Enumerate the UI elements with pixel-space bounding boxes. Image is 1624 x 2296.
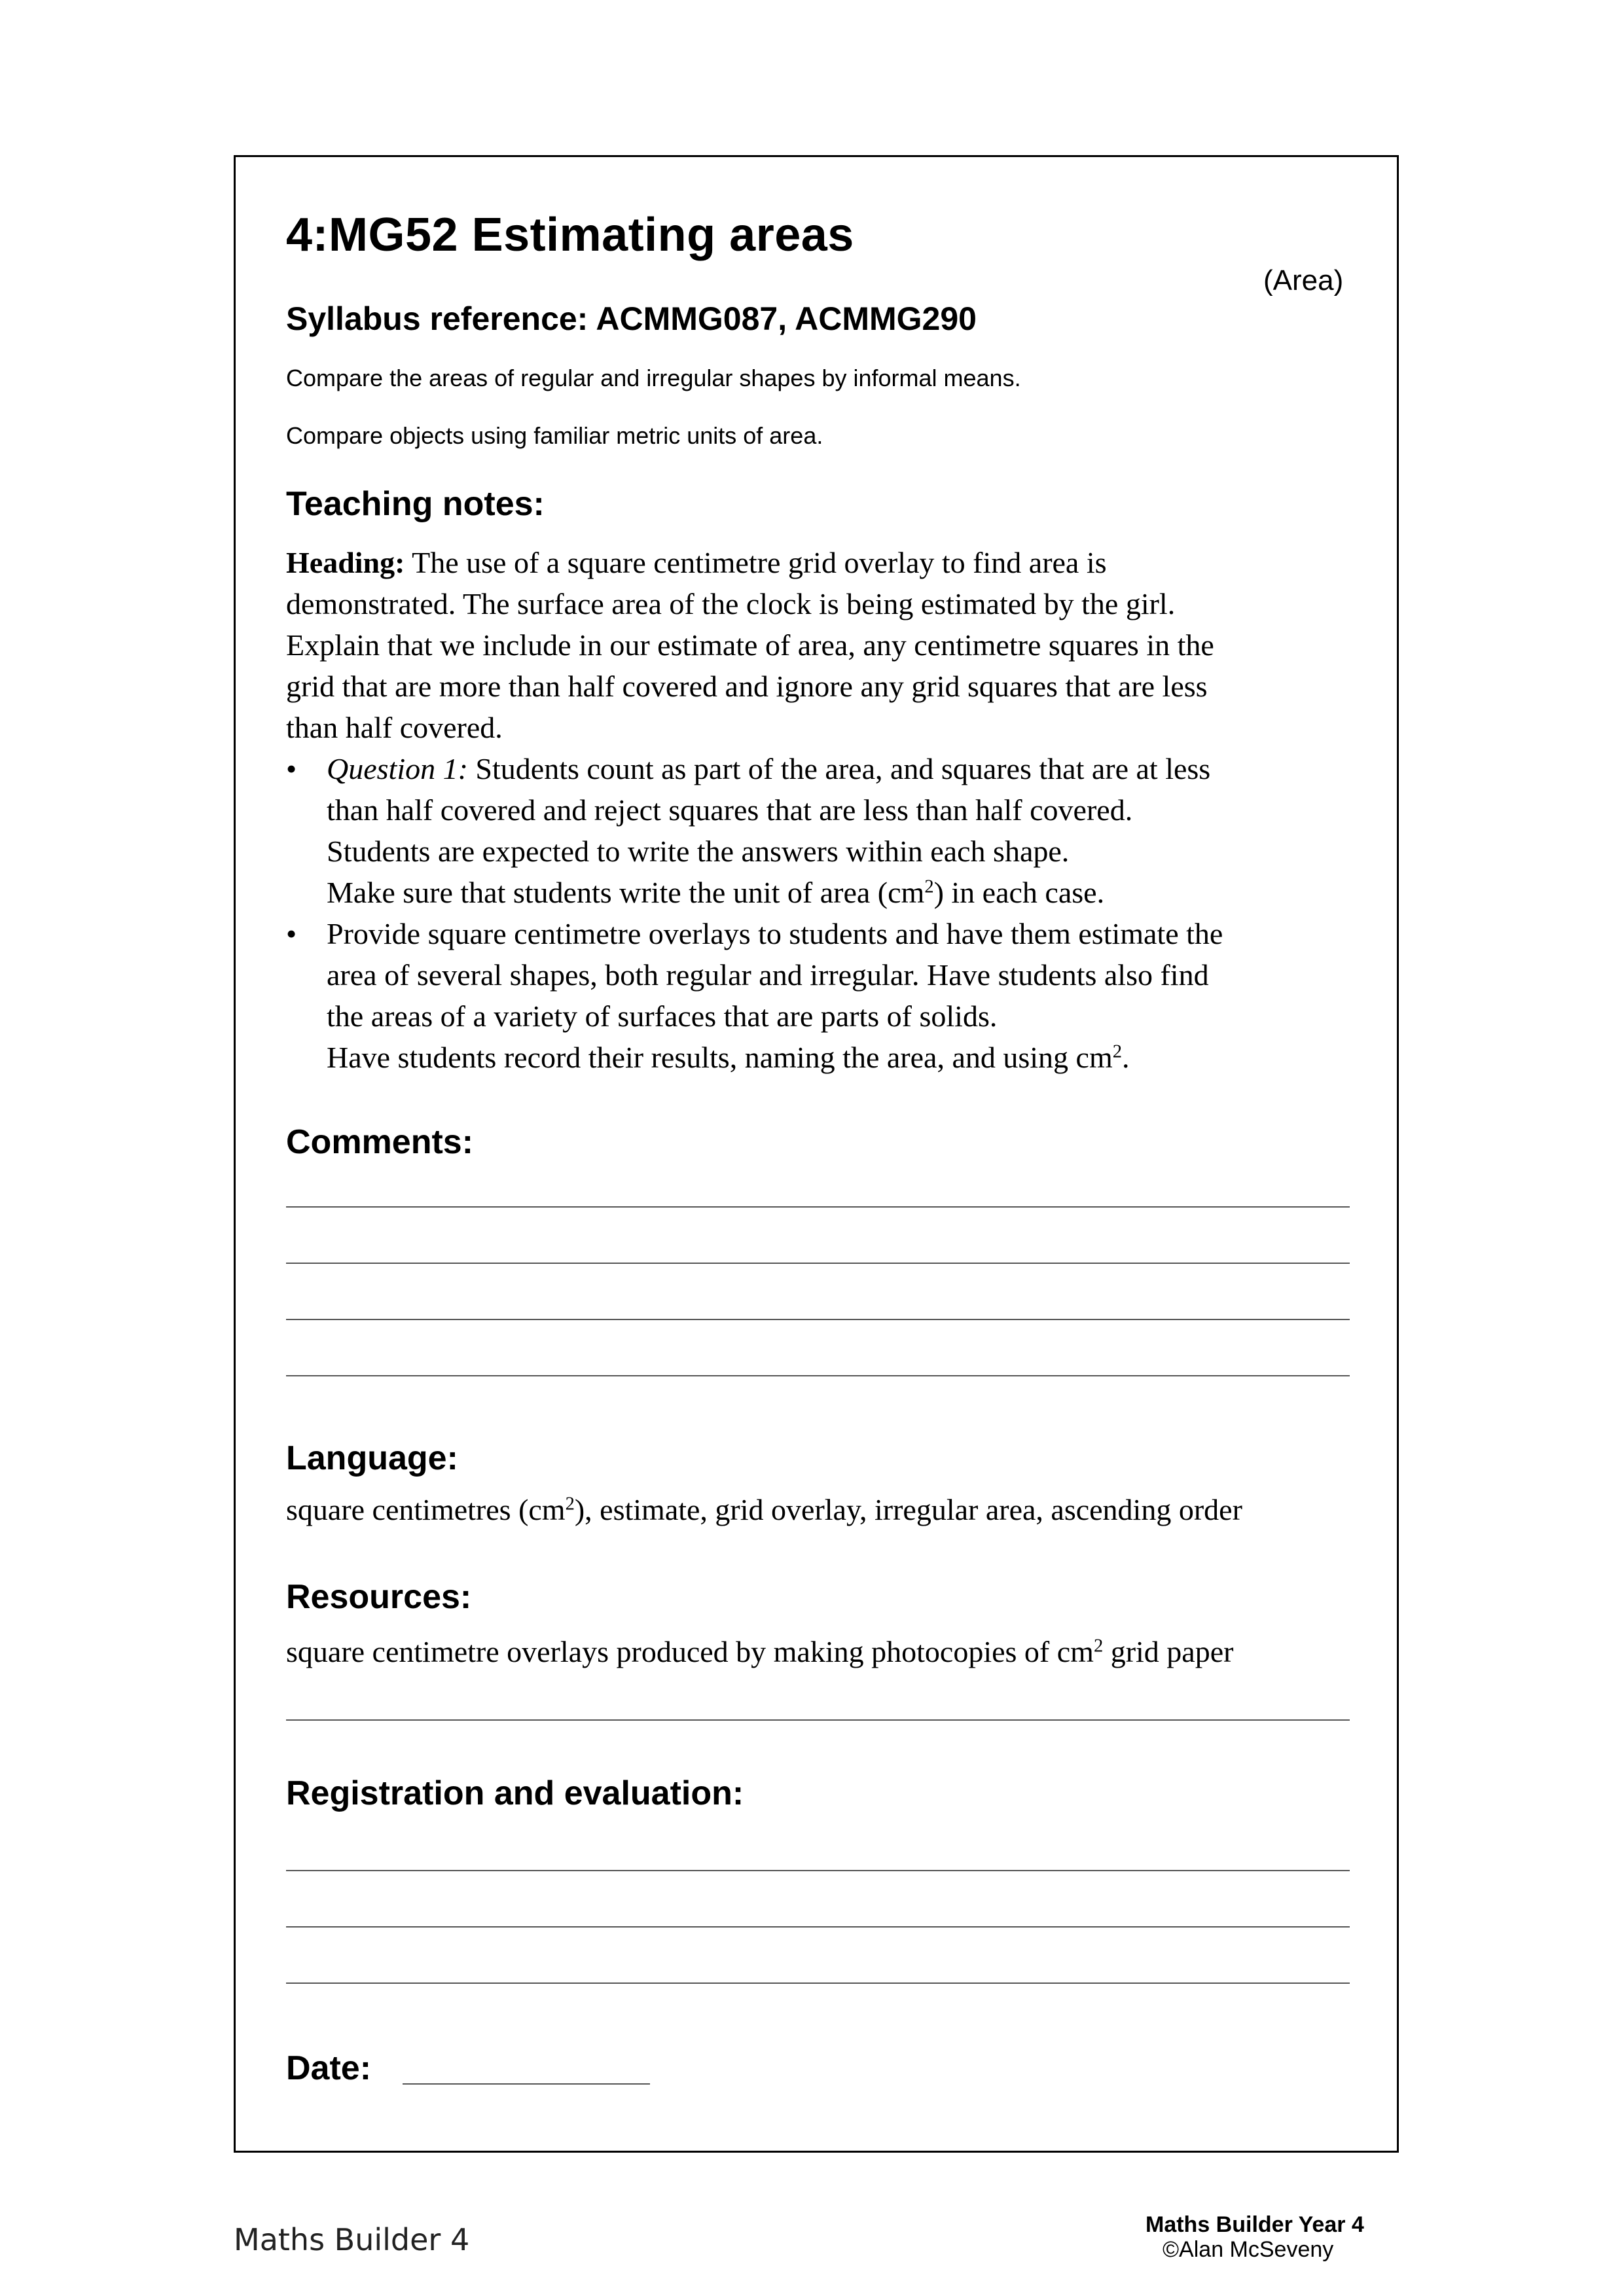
page-title: 4:MG52 Estimating areas [286, 209, 854, 261]
comment-writing-line[interactable] [286, 1319, 1350, 1320]
registration-writing-line[interactable] [286, 1870, 1350, 1871]
teaching-notes-body [286, 542, 1360, 1078]
bullet-item: • Question 1: Students count as part of the area, and squares that are at less than half covered and reject squares that are less than half covered. Students are expected to write the answers within each shape. Make sure that students write the unit of area $(cm^2)$ in each case. [286, 748, 1360, 913]
comments-heading: Comments: [286, 1123, 474, 1161]
language-heading: Language: [286, 1439, 458, 1477]
date-label: Date: [286, 2049, 372, 2087]
registration-heading: Registration and evaluation: [286, 1774, 744, 1812]
heading-label: Heading: [286, 546, 405, 579]
teaching-line: than half covered. [286, 711, 503, 744]
teaching-line: Explain that we include in our estimate of area, any centimetre squares in the [286, 628, 1214, 662]
comment-writing-line[interactable] [286, 1263, 1350, 1264]
language-text: square centimetres $(cm^2)$, estimate, grid overlay, irregular area, ascending order [286, 1493, 1242, 1526]
question-label: Question 1: [327, 752, 468, 785]
footer-copyright: ©Alan McSeveny [1163, 2237, 1334, 2262]
teaching-notes-heading: Teaching notes: [286, 485, 545, 523]
outcome-text: Compare the areas of regular and irregular shapes by informal means. [286, 365, 1021, 391]
bullet-symbol: • [286, 752, 297, 785]
teaching-line: grid that are more than half covered and ignore any grid squares that are less [286, 670, 1208, 703]
syllabus-reference: Syllabus reference: ACMMG087, ACMMG290 [286, 300, 977, 337]
teaching-bullet-list [286, 748, 1360, 1078]
bullet-item: • Provide square centimetre overlays to students and have them estimate the area of several shapes, both regular and irregular. Have students also find the areas of a variety of surfaces that are parts of solids. Have students record their results, naming the area, and using $cm^2$. [286, 913, 1360, 1078]
comment-writing-line[interactable] [286, 1375, 1350, 1376]
teaching-line: demonstrated. The surface area of the clock is being estimated by the girl. [286, 587, 1176, 620]
registration-writing-line[interactable] [286, 1982, 1350, 1984]
resources-text: square centimetre overlays produced by making photocopies of $cm^2$ grid paper [286, 1635, 1234, 1668]
date-writing-line[interactable] [403, 2083, 650, 2085]
comment-writing-line[interactable] [286, 1206, 1350, 1208]
strand-tag: (Area) [1263, 264, 1344, 296]
footer-series-title: Maths Builder Year 4 [1146, 2212, 1364, 2237]
teaching-line: Heading: The use of a square centimetre grid overlay to find area is [286, 546, 1107, 579]
registration-writing-line[interactable] [286, 1926, 1350, 1928]
outcome-text: Compare objects using familiar metric units of area. [286, 422, 823, 449]
footer-book-title: Maths Builder 4 [234, 2222, 470, 2257]
bullet-symbol: • [286, 917, 297, 950]
resources-writing-line[interactable] [286, 1719, 1350, 1721]
resources-heading: Resources: [286, 1578, 472, 1616]
